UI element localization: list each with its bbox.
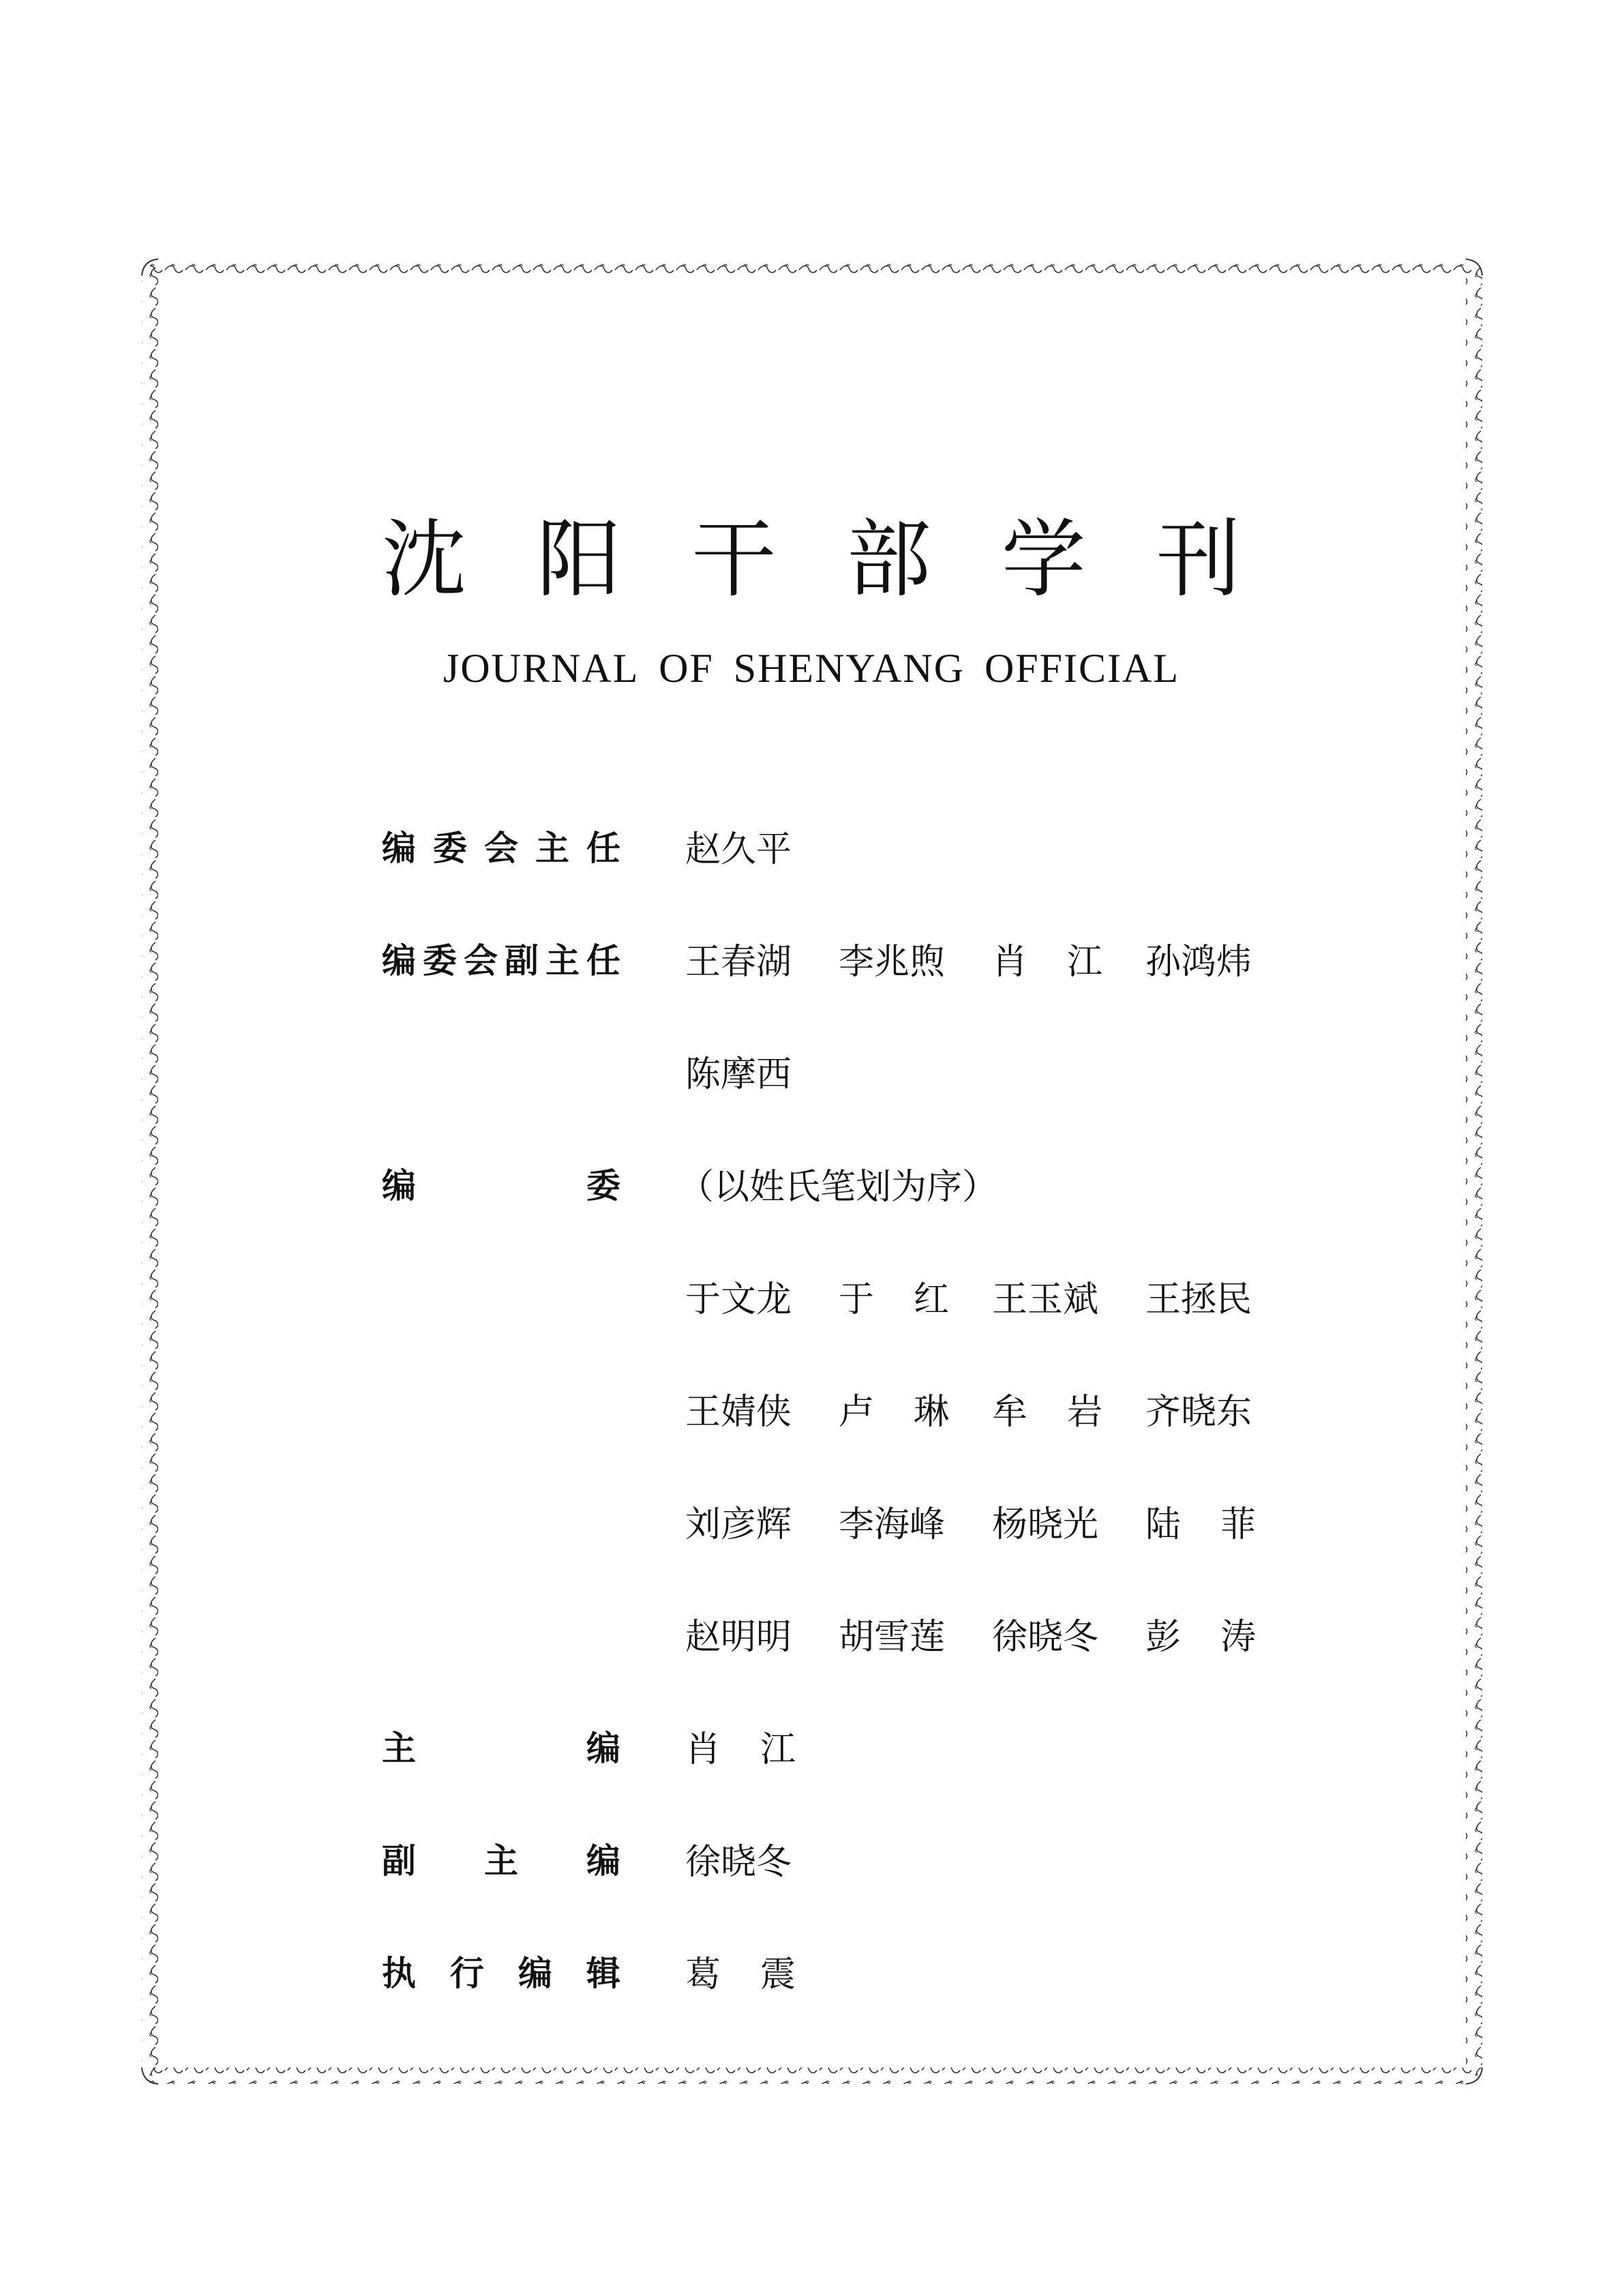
person-name: 王玉斌 xyxy=(992,1279,1099,1320)
person-name: 王春湖 xyxy=(685,941,792,983)
director-name: 赵久平 xyxy=(685,829,792,870)
deputy-director-names-line2 xyxy=(685,1040,839,1101)
executive-editor-label xyxy=(382,1940,620,2001)
subtitle-word: SHENYANG xyxy=(733,645,965,691)
person-name: 陈摩西 xyxy=(685,1054,792,1095)
label-char: 辑 xyxy=(586,1954,620,1993)
label-char: 副 xyxy=(505,941,539,981)
border-bottom xyxy=(150,2068,1473,2084)
person-name: 彭 涛 xyxy=(1145,1616,1256,1658)
label-char: 会 xyxy=(484,829,518,868)
label-char: 行 xyxy=(450,1954,484,1993)
person-name: 于 红 xyxy=(839,1279,949,1320)
label-char: 主 xyxy=(535,829,569,868)
title-char: 阳 xyxy=(537,511,622,609)
person-name: 王婧侠 xyxy=(685,1391,792,1433)
person-name: 陆 菲 xyxy=(1145,1504,1256,1545)
person-name: 王拯民 xyxy=(1145,1279,1252,1320)
chief-editor-label xyxy=(382,1715,620,1776)
label-char: 委 xyxy=(586,1166,620,1206)
label-char: 任 xyxy=(586,941,620,981)
members-row-1 xyxy=(685,1265,1299,1326)
label-char: 委 xyxy=(433,829,467,868)
members-row-4 xyxy=(685,1602,1299,1664)
title-char: 干 xyxy=(691,511,777,609)
label-char: 编 xyxy=(382,941,416,981)
title-char: 学 xyxy=(1001,511,1086,609)
person-name: 李兆煦 xyxy=(839,941,946,983)
person-name: 肖 江 xyxy=(685,1729,796,1770)
subtitle-word: OFFICIAL xyxy=(984,645,1180,691)
deputy-editor-name: 徐晓冬 xyxy=(685,1841,792,1883)
members-row-3 xyxy=(685,1490,1299,1551)
person-name: 齐晓东 xyxy=(1145,1391,1252,1433)
label-char: 主 xyxy=(545,941,580,981)
title-char: 部 xyxy=(846,511,931,609)
journal-title xyxy=(382,491,1241,614)
deputy-director-names xyxy=(685,927,1299,989)
person-name: 胡雪莲 xyxy=(839,1616,946,1658)
members-row-2 xyxy=(685,1377,1299,1439)
label-char: 执 xyxy=(382,1954,416,1993)
director-label xyxy=(382,815,620,876)
deputy-editor-label xyxy=(382,1828,620,1889)
border-top xyxy=(150,259,1473,275)
border-right xyxy=(1466,267,1482,2076)
person-name: 葛 震 xyxy=(685,1954,796,1995)
person-name: 于文龙 xyxy=(685,1279,792,1320)
title-char: 沈 xyxy=(382,511,467,609)
person-name: 孙鸿炜 xyxy=(1145,941,1252,983)
person-name: 杨晓光 xyxy=(992,1504,1099,1545)
label-char: 主 xyxy=(382,1729,416,1768)
person-name: 赵明明 xyxy=(685,1616,792,1658)
person-name: 卢 琳 xyxy=(839,1391,949,1433)
label-char: 编 xyxy=(382,1166,416,1206)
person-name: 肖 江 xyxy=(992,941,1102,983)
person-name: 牟 岩 xyxy=(992,1391,1102,1433)
label-char: 会 xyxy=(464,941,498,981)
label-char: 委 xyxy=(423,941,457,981)
person-name: 李海峰 xyxy=(839,1504,946,1545)
members-note: （以姓氏笔划为序） xyxy=(678,1166,998,1208)
chief-editor-name xyxy=(685,1715,839,1776)
border-left xyxy=(142,267,158,2076)
person-name: 刘彦辉 xyxy=(685,1504,792,1545)
label-char: 编 xyxy=(382,829,416,868)
label-char: 副 xyxy=(382,1841,416,1881)
label-char: 主 xyxy=(484,1841,518,1881)
journal-subtitle xyxy=(443,641,1180,696)
label-char: 编 xyxy=(586,1841,620,1881)
label-char: 任 xyxy=(586,829,620,868)
label-char: 编 xyxy=(586,1729,620,1768)
executive-editor-name xyxy=(685,1940,839,2001)
deputy-director-label xyxy=(382,927,620,989)
label-char: 编 xyxy=(518,1954,552,1993)
title-char: 刊 xyxy=(1156,511,1241,609)
members-label xyxy=(382,1152,620,1214)
person-name: 徐晓冬 xyxy=(992,1616,1099,1658)
subtitle-word: JOURNAL xyxy=(443,645,640,691)
subtitle-word: OF xyxy=(659,645,714,691)
